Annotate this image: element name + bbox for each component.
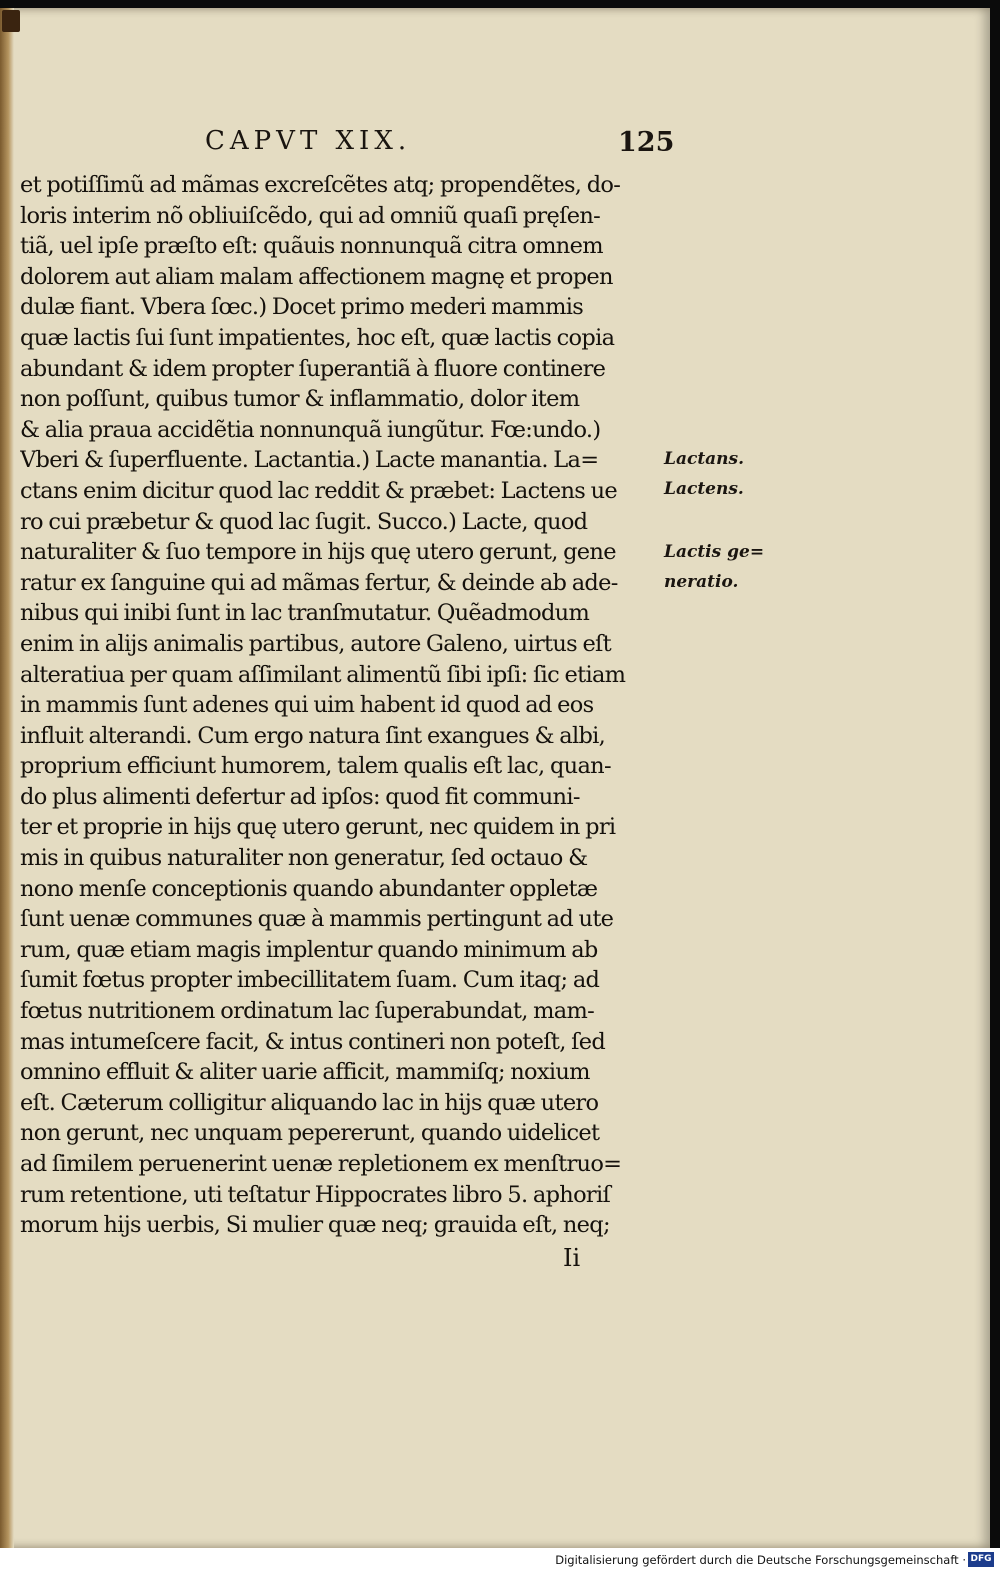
text-line: non poſſunt, quibus tumor & inflammatio, dolor item bbox=[20, 386, 580, 413]
text-line: ctans enim dicitur quod lac reddit & præbet: Lactens ue bbox=[20, 477, 617, 504]
text-line: rum retentione, uti teſtatur Hippocrates libro 5. aphoriſ bbox=[20, 1181, 611, 1208]
text-line: ter et proprie in hijs quę utero gerunt, nec quidem in pri bbox=[20, 814, 616, 841]
text-line: ro cui præbetur & quod lac ſugit. Succo.) Lacte, quod bbox=[20, 508, 588, 535]
text-line: abundant & idem propter ſuperantiã à fluore continere bbox=[20, 355, 606, 382]
text-line: rum, quæ etiam magis implentur quando minimum ab bbox=[20, 936, 598, 963]
corner-tab bbox=[2, 10, 20, 32]
text-line: quæ lactis ſui ſunt impatientes, hoc eſt, quæ lactis copia bbox=[20, 324, 615, 351]
text-line: morum hijs uerbis, Si mulier quæ neq; grauida eſt, neq; bbox=[20, 1212, 610, 1239]
text-line: nono menſe conceptionis quando abundanter oppletæ bbox=[20, 875, 598, 902]
page-number: 125 bbox=[618, 127, 675, 158]
text-line: eſt. Cæterum colligitur aliquando lac in hijs quæ utero bbox=[20, 1089, 599, 1116]
text-line: ad ſimilem peruenerint uenæ repletionem ex menſtruo= bbox=[20, 1151, 622, 1177]
text-line: et potiſſimũ ad mãmas excreſcẽtes atq; propendẽtes, do- bbox=[20, 172, 621, 198]
text-line: naturaliter & ſuo tempore in hijs quę utero gerunt, gene bbox=[20, 539, 616, 566]
marginal-note: Lactis ge= bbox=[664, 542, 765, 562]
dfg-logo: DFG bbox=[968, 1552, 994, 1567]
text-line: proprium efficiunt humorem, talem qualis eſt lac, quan- bbox=[20, 753, 611, 780]
text-line: dulæ fiant. Vbera ſœc.) Docet primo mederi mammis bbox=[20, 294, 584, 321]
text-line: ſunt uenæ communes quæ à mammis pertingunt ad ute bbox=[20, 906, 614, 933]
running-header: CAPVT XIX. bbox=[205, 126, 412, 156]
text-line: ratur ex ſanguine qui ad mãmas fertur, & deinde ab ade- bbox=[20, 569, 618, 596]
text-line: fœtus nutritionem ordinatum lac ſuperabundat, mam- bbox=[20, 998, 594, 1025]
text-line: Vberi & ſuperfluente. Lactantia.) Lacte manantia. La= bbox=[20, 447, 599, 474]
page-binding-edge bbox=[0, 8, 14, 1548]
text-line: dolorem aut aliam malam affectionem magnę et propen bbox=[20, 263, 613, 290]
text-line: non gerunt, nec unquam pepererunt, quando uidelicet bbox=[20, 1120, 600, 1147]
text-line: omnino effluit & aliter uarie afficit, mammiſq; noxium bbox=[20, 1059, 590, 1086]
marginal-note: neratio. bbox=[664, 572, 739, 592]
text-line: in mammis ſunt adenes qui uim habent id quod ad eos bbox=[20, 692, 594, 719]
text-line: loris interim nõ obliuiſcẽdo, qui ad omniũ quaſi pręſen- bbox=[20, 202, 601, 229]
text-line: enim in alijs animalis partibus, autore Galeno, uirtus eſt bbox=[20, 630, 612, 657]
text-line: mas intumeſcere facit, & intus contineri non poteſt, ſed bbox=[20, 1028, 606, 1055]
marginal-note: Lactens. bbox=[664, 479, 744, 499]
text-line: mis in quibus naturaliter non generatur, ſed octauo & bbox=[20, 845, 588, 872]
text-line: & alia praua accidẽtia nonnunquã iungũtur. Fœ:undo.) bbox=[20, 416, 601, 443]
text-line: influit alterandi. Cum ergo natura ſint exangues & albi, bbox=[20, 722, 606, 749]
body-text bbox=[20, 170, 660, 1241]
text-line: nibus qui inibi ſunt in lac tranſmutatur. Quẽadmodum bbox=[20, 600, 590, 627]
text-line: do plus alimenti defertur ad ipſos: quod fit communi- bbox=[20, 783, 580, 810]
text-line: tiã, uel ipſe præſto eſt: quãuis nonnunquã citra omnem bbox=[20, 233, 603, 260]
signature-mark: Ii bbox=[563, 1244, 581, 1272]
text-line: ſumit fœtus propter imbecillitatem ſuam. Cum itaq; ad bbox=[20, 967, 600, 994]
funding-credit: Digitalisierung gefördert durch die Deutsche Forschungsgemeinschaft · bbox=[555, 1553, 966, 1567]
marginal-note: Lactans. bbox=[664, 449, 745, 469]
text-line: alteratiua per quam aſſimilant alimentũ ſibi ipſi: ſic etiam bbox=[20, 661, 626, 688]
